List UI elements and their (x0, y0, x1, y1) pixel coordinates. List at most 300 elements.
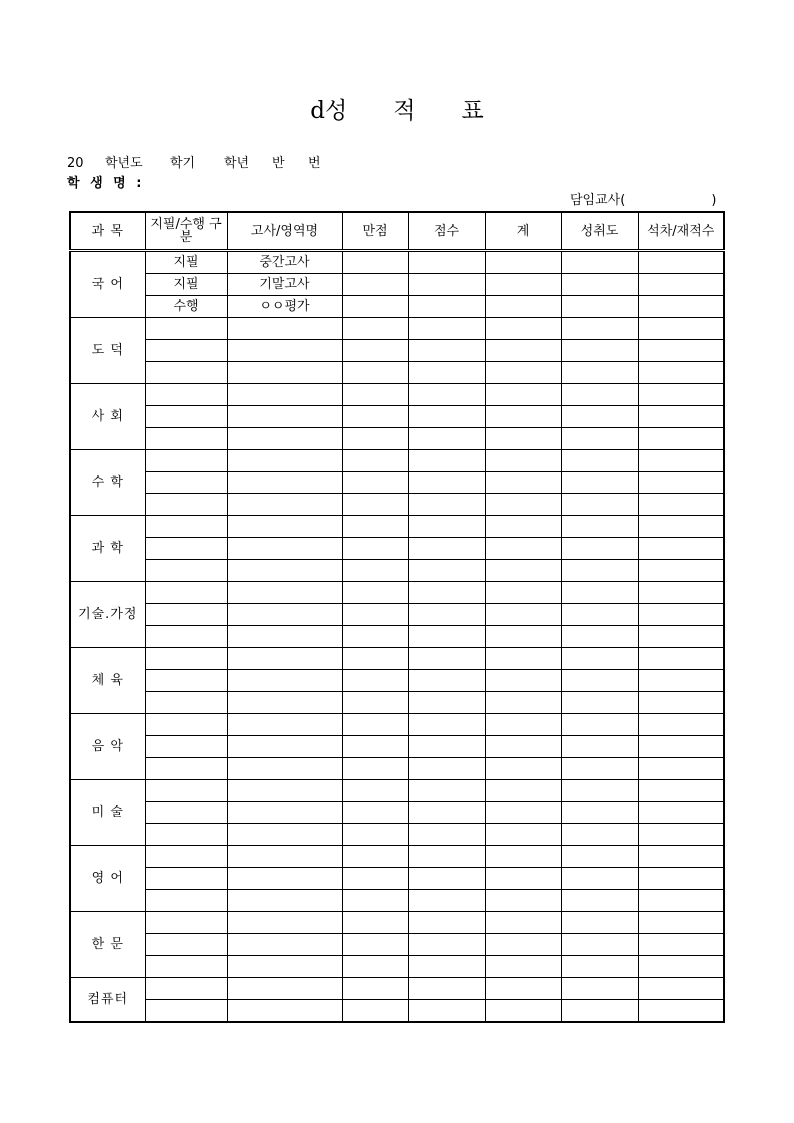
cell-achievement (561, 340, 638, 362)
semester-label: 학기 (170, 156, 196, 171)
class-label: 반 (272, 156, 285, 171)
cell-type (145, 846, 227, 868)
cell-achievement (561, 516, 638, 538)
table-header-row (70, 212, 724, 251)
header-full-score: 만점 (342, 212, 408, 251)
cell-rank (638, 714, 724, 736)
cell-full-score (342, 340, 408, 362)
cell-achievement (561, 626, 638, 648)
cell-full-score (342, 296, 408, 318)
cell-achievement (561, 251, 638, 274)
cell-achievement (561, 670, 638, 692)
cell-full-score (342, 494, 408, 516)
cell-full-score (342, 736, 408, 758)
school-year-label: 학년도 (105, 156, 143, 171)
cell-exam-name (227, 626, 342, 648)
title-char-2: 적 (393, 98, 416, 124)
cell-type: 지필 (145, 274, 227, 296)
cell-rank (638, 802, 724, 824)
cell-rank (638, 692, 724, 714)
title-char-3: 표 (461, 98, 484, 124)
cell-achievement (561, 956, 638, 978)
cell-type (145, 406, 227, 428)
cell-exam-name (227, 604, 342, 626)
cell-total (485, 780, 561, 802)
cell-rank (638, 450, 724, 472)
cell-rank (638, 736, 724, 758)
cell-total (485, 384, 561, 406)
table-row (70, 450, 724, 472)
cell-total (485, 934, 561, 956)
cell-total (485, 296, 561, 318)
cell-achievement (561, 802, 638, 824)
cell-full-score (342, 450, 408, 472)
cell-exam-name (227, 758, 342, 780)
cell-score (408, 472, 485, 494)
cell-type (145, 780, 227, 802)
table-row (70, 692, 724, 714)
cell-score (408, 846, 485, 868)
table-row (70, 516, 724, 538)
cell-score (408, 648, 485, 670)
cell-full-score (342, 582, 408, 604)
cell-achievement (561, 846, 638, 868)
cell-full-score (342, 274, 408, 296)
cell-exam-name (227, 340, 342, 362)
cell-full-score (342, 362, 408, 384)
table-row (70, 736, 724, 758)
number-label: 번 (308, 156, 321, 171)
student-name-label: 학 생 명 : (67, 176, 145, 191)
cell-total (485, 604, 561, 626)
cell-rank (638, 780, 724, 802)
table-row (70, 318, 724, 340)
table-row (70, 560, 724, 582)
cell-full-score (342, 692, 408, 714)
cell-total (485, 648, 561, 670)
cell-type (145, 604, 227, 626)
header-rank: 석차/재적수 (638, 212, 724, 251)
cell-total (485, 736, 561, 758)
cell-achievement (561, 1000, 638, 1023)
cell-type (145, 912, 227, 934)
cell-type (145, 714, 227, 736)
cell-score (408, 318, 485, 340)
cell-achievement (561, 758, 638, 780)
cell-total (485, 868, 561, 890)
cell-total (485, 450, 561, 472)
table-row (70, 978, 724, 1000)
subject-name: 체 육 (70, 648, 145, 714)
cell-rank (638, 472, 724, 494)
cell-achievement (561, 868, 638, 890)
cell-achievement (561, 780, 638, 802)
table-row (70, 846, 724, 868)
year-prefix: 20 (67, 156, 84, 171)
cell-achievement (561, 384, 638, 406)
subject-name: 도 덕 (70, 318, 145, 384)
cell-full-score (342, 428, 408, 450)
table-row (70, 934, 724, 956)
cell-exam-name (227, 978, 342, 1000)
cell-total (485, 912, 561, 934)
cell-score (408, 670, 485, 692)
cell-exam-name (227, 582, 342, 604)
grade-label: 학년 (224, 156, 250, 171)
cell-score (408, 406, 485, 428)
cell-score (408, 1000, 485, 1023)
cell-score (408, 912, 485, 934)
cell-achievement (561, 428, 638, 450)
cell-type (145, 340, 227, 362)
cell-rank (638, 912, 724, 934)
cell-exam-name (227, 516, 342, 538)
cell-achievement (561, 648, 638, 670)
cell-rank (638, 890, 724, 912)
homeroom-teacher (570, 189, 716, 208)
cell-score (408, 692, 485, 714)
school-info-line (67, 152, 321, 171)
header-total: 계 (485, 212, 561, 251)
cell-total (485, 472, 561, 494)
cell-exam-name: ㅇㅇ평가 (227, 296, 342, 318)
cell-rank (638, 560, 724, 582)
cell-rank (638, 538, 724, 560)
cell-achievement (561, 890, 638, 912)
cell-total (485, 560, 561, 582)
cell-total (485, 714, 561, 736)
subject-name: 사 회 (70, 384, 145, 450)
header-score: 점수 (408, 212, 485, 251)
cell-achievement (561, 736, 638, 758)
cell-achievement (561, 560, 638, 582)
table-row (70, 868, 724, 890)
cell-type (145, 978, 227, 1000)
cell-type (145, 516, 227, 538)
cell-achievement (561, 714, 638, 736)
cell-exam-name (227, 802, 342, 824)
cell-rank (638, 428, 724, 450)
cell-exam-name (227, 428, 342, 450)
cell-rank (638, 846, 724, 868)
table-row (70, 406, 724, 428)
cell-score (408, 626, 485, 648)
table-row (70, 472, 724, 494)
cell-exam-name (227, 1000, 342, 1023)
cell-score (408, 560, 485, 582)
subject-name: 한 문 (70, 912, 145, 978)
cell-total (485, 846, 561, 868)
table-row (70, 494, 724, 516)
cell-rank (638, 274, 724, 296)
cell-achievement (561, 362, 638, 384)
cell-exam-name (227, 384, 342, 406)
header-exam-name: 고사/영역명 (227, 212, 342, 251)
table-row (70, 340, 724, 362)
cell-rank (638, 582, 724, 604)
cell-total (485, 516, 561, 538)
cell-total (485, 978, 561, 1000)
table-row (70, 626, 724, 648)
cell-achievement (561, 450, 638, 472)
cell-exam-name (227, 560, 342, 582)
cell-total (485, 1000, 561, 1023)
cell-full-score (342, 846, 408, 868)
cell-achievement (561, 934, 638, 956)
cell-achievement (561, 912, 638, 934)
cell-score (408, 494, 485, 516)
cell-exam-name (227, 692, 342, 714)
cell-total (485, 802, 561, 824)
cell-score (408, 934, 485, 956)
cell-score (408, 340, 485, 362)
cell-achievement (561, 538, 638, 560)
header-achievement: 성취도 (561, 212, 638, 251)
cell-total (485, 824, 561, 846)
cell-type (145, 934, 227, 956)
cell-rank (638, 934, 724, 956)
cell-score (408, 296, 485, 318)
cell-full-score (342, 1000, 408, 1023)
cell-type (145, 472, 227, 494)
cell-exam-name (227, 362, 342, 384)
cell-score (408, 956, 485, 978)
cell-total (485, 582, 561, 604)
cell-full-score (342, 648, 408, 670)
cell-total (485, 538, 561, 560)
cell-full-score (342, 780, 408, 802)
cell-full-score (342, 318, 408, 340)
table-row (70, 912, 724, 934)
cell-score (408, 780, 485, 802)
table-row (70, 802, 724, 824)
cell-exam-name (227, 912, 342, 934)
cell-achievement (561, 406, 638, 428)
table-row (70, 648, 724, 670)
cell-exam-name: 기말고사 (227, 274, 342, 296)
cell-type (145, 890, 227, 912)
cell-score (408, 868, 485, 890)
cell-type (145, 362, 227, 384)
cell-full-score (342, 934, 408, 956)
table-row (70, 582, 724, 604)
subject-name: 국 어 (70, 251, 145, 318)
cell-rank (638, 868, 724, 890)
cell-score (408, 802, 485, 824)
cell-total (485, 406, 561, 428)
cell-full-score (342, 714, 408, 736)
cell-rank (638, 406, 724, 428)
cell-score (408, 538, 485, 560)
cell-full-score (342, 670, 408, 692)
cell-score (408, 428, 485, 450)
cell-total (485, 494, 561, 516)
table-row (70, 714, 724, 736)
table-row (70, 604, 724, 626)
teacher-close-paren: ) (711, 193, 717, 208)
table-row (70, 824, 724, 846)
cell-rank (638, 362, 724, 384)
cell-type (145, 736, 227, 758)
cell-achievement (561, 318, 638, 340)
cell-full-score (342, 538, 408, 560)
cell-score (408, 362, 485, 384)
cell-score (408, 516, 485, 538)
cell-score (408, 604, 485, 626)
cell-type (145, 384, 227, 406)
cell-total (485, 626, 561, 648)
cell-full-score (342, 868, 408, 890)
cell-total (485, 340, 561, 362)
table-row (70, 251, 724, 274)
page-title (0, 92, 794, 125)
cell-exam-name (227, 538, 342, 560)
cell-rank (638, 670, 724, 692)
cell-achievement (561, 494, 638, 516)
cell-exam-name (227, 450, 342, 472)
cell-type (145, 824, 227, 846)
cell-type (145, 692, 227, 714)
cell-type (145, 494, 227, 516)
cell-full-score (342, 758, 408, 780)
cell-type (145, 450, 227, 472)
cell-exam-name (227, 406, 342, 428)
cell-score (408, 251, 485, 274)
table-row (70, 670, 724, 692)
cell-achievement (561, 824, 638, 846)
cell-exam-name (227, 868, 342, 890)
cell-total (485, 758, 561, 780)
cell-score (408, 736, 485, 758)
cell-full-score (342, 384, 408, 406)
cell-full-score (342, 956, 408, 978)
cell-score (408, 384, 485, 406)
table-row (70, 1000, 724, 1023)
cell-type (145, 956, 227, 978)
grade-table (69, 211, 725, 1023)
header-subject: 과 목 (70, 212, 145, 251)
cell-total (485, 428, 561, 450)
cell-exam-name: 중간고사 (227, 251, 342, 274)
subject-name: 과 학 (70, 516, 145, 582)
cell-full-score (342, 472, 408, 494)
table-row (70, 956, 724, 978)
cell-exam-name (227, 736, 342, 758)
cell-full-score (342, 516, 408, 538)
cell-type (145, 538, 227, 560)
cell-rank (638, 824, 724, 846)
cell-full-score (342, 560, 408, 582)
cell-full-score (342, 251, 408, 274)
cell-score (408, 274, 485, 296)
cell-achievement (561, 692, 638, 714)
cell-achievement (561, 296, 638, 318)
cell-full-score (342, 604, 408, 626)
subject-name: 수 학 (70, 450, 145, 516)
cell-rank (638, 956, 724, 978)
cell-achievement (561, 582, 638, 604)
cell-rank (638, 604, 724, 626)
cell-full-score (342, 978, 408, 1000)
cell-score (408, 824, 485, 846)
cell-total (485, 956, 561, 978)
cell-total (485, 362, 561, 384)
cell-achievement (561, 472, 638, 494)
cell-full-score (342, 406, 408, 428)
cell-score (408, 758, 485, 780)
cell-score (408, 978, 485, 1000)
cell-full-score (342, 626, 408, 648)
cell-rank (638, 648, 724, 670)
cell-type (145, 582, 227, 604)
title-char-1: d성 (310, 98, 348, 124)
subject-name: 기술.가정 (70, 582, 145, 648)
cell-rank (638, 296, 724, 318)
subject-name: 음 악 (70, 714, 145, 780)
cell-total (485, 890, 561, 912)
cell-total (485, 318, 561, 340)
table-row (70, 296, 724, 318)
cell-exam-name (227, 934, 342, 956)
cell-type (145, 868, 227, 890)
cell-total (485, 274, 561, 296)
subject-name: 미 술 (70, 780, 145, 846)
cell-type (145, 560, 227, 582)
cell-type: 지필 (145, 251, 227, 274)
cell-rank (638, 516, 724, 538)
cell-exam-name (227, 670, 342, 692)
cell-type (145, 802, 227, 824)
cell-exam-name (227, 956, 342, 978)
subject-name: 컴퓨터 (70, 978, 145, 1023)
cell-exam-name (227, 494, 342, 516)
cell-total (485, 251, 561, 274)
cell-exam-name (227, 648, 342, 670)
cell-type (145, 626, 227, 648)
cell-full-score (342, 802, 408, 824)
cell-rank (638, 1000, 724, 1023)
table-row (70, 890, 724, 912)
cell-score (408, 582, 485, 604)
cell-type (145, 670, 227, 692)
table-row (70, 780, 724, 802)
table-row (70, 274, 724, 296)
cell-rank (638, 384, 724, 406)
subject-name: 영 어 (70, 846, 145, 912)
cell-exam-name (227, 318, 342, 340)
cell-rank (638, 758, 724, 780)
header-type: 지필/수행 구분 (145, 212, 227, 251)
cell-exam-name (227, 472, 342, 494)
cell-rank (638, 978, 724, 1000)
cell-type (145, 1000, 227, 1023)
table-row (70, 428, 724, 450)
cell-full-score (342, 824, 408, 846)
cell-exam-name (227, 890, 342, 912)
cell-rank (638, 251, 724, 274)
cell-exam-name (227, 714, 342, 736)
cell-full-score (342, 912, 408, 934)
cell-score (408, 714, 485, 736)
cell-type (145, 758, 227, 780)
cell-type (145, 428, 227, 450)
cell-rank (638, 494, 724, 516)
teacher-label: 담임교사( (570, 193, 626, 208)
cell-total (485, 670, 561, 692)
cell-full-score (342, 890, 408, 912)
cell-type (145, 318, 227, 340)
cell-type (145, 648, 227, 670)
